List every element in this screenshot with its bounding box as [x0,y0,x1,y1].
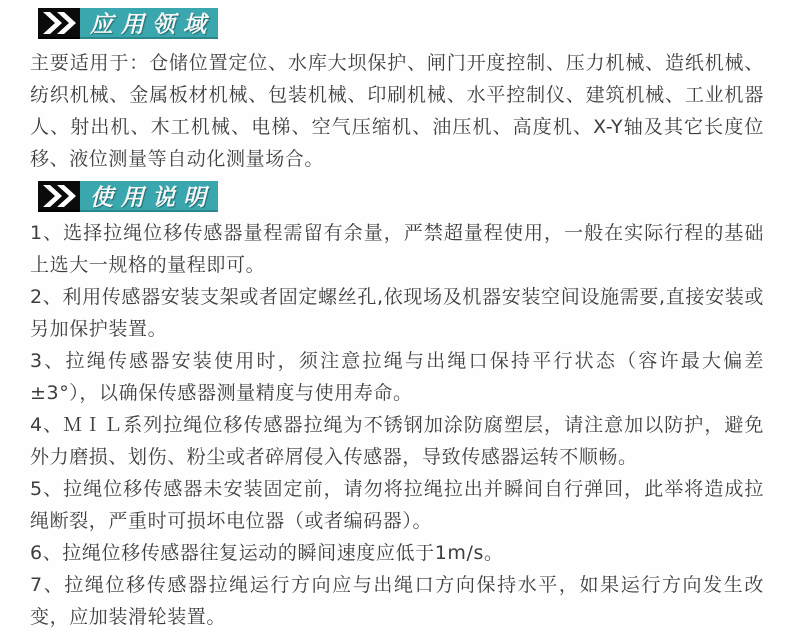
section-header-usage [38,181,218,212]
usage-item-4: 4、ＭＩＬ系列拉绳位移传感器拉绳为不锈钢加涂防腐塑层，请注意加以防护，避免外力磨损、划伤、粉尘或者碎屑侵入传感器，导致传感器运转不顺畅。 [30,414,764,468]
usage-item-6: 6、拉绳位移传感器往复运动的瞬间速度应低于1m/s。 [30,542,504,564]
application-paragraph: 主要适用于：仓储位置定位、水库大坝保护、闸门开度控制、压力机械、造纸机械、纺织机械、金属板材机械、包装机械、印刷机械、水平控制仪、建筑机械、工业机器人、射出机、木工机械、电梯、空气压缩机、油压机、高度机、X-Y轴及其它长度位移、液位测量等自动化测量场合。 [30,52,764,170]
section-title-application: 应用领域 [80,8,218,39]
section-title-usage: 使用说明 [80,181,218,212]
double-chevron-right-icon [38,181,80,212]
section-usage [30,181,764,633]
usage-item-3: 3、拉绳传感器安装使用时，须注意拉绳与出绳口保持平行状态（容许最大偏差±3°），以确保传感器测量精度与使用寿命。 [30,350,764,404]
usage-item-2: 2、利用传感器安装支架或者固定螺丝孔,依现场及机器安装空间设施需要,直接安装或另加保护装置。 [30,286,764,340]
section-header-application [38,8,218,39]
double-chevron-right-icon [38,8,80,39]
usage-item-5: 5、拉绳位移传感器未安装固定前，请勿将拉绳拉出并瞬间自行弹回，此举将造成拉绳断裂，严重时可损坏电位器（或者编码器）。 [30,478,764,532]
section-application [30,8,764,175]
usage-item-7: 7、拉绳位移传感器拉绳运行方向应与出绳口方向保持水平，如果运行方向发生改变，应加装滑轮装置。 [30,574,764,628]
usage-item-1: 1、选择拉绳位移传感器量程需留有余量，严禁超量程使用，一般在实际行程的基础上选大一规格的量程即可。 [30,222,764,276]
usage-instruction-list [30,217,764,633]
